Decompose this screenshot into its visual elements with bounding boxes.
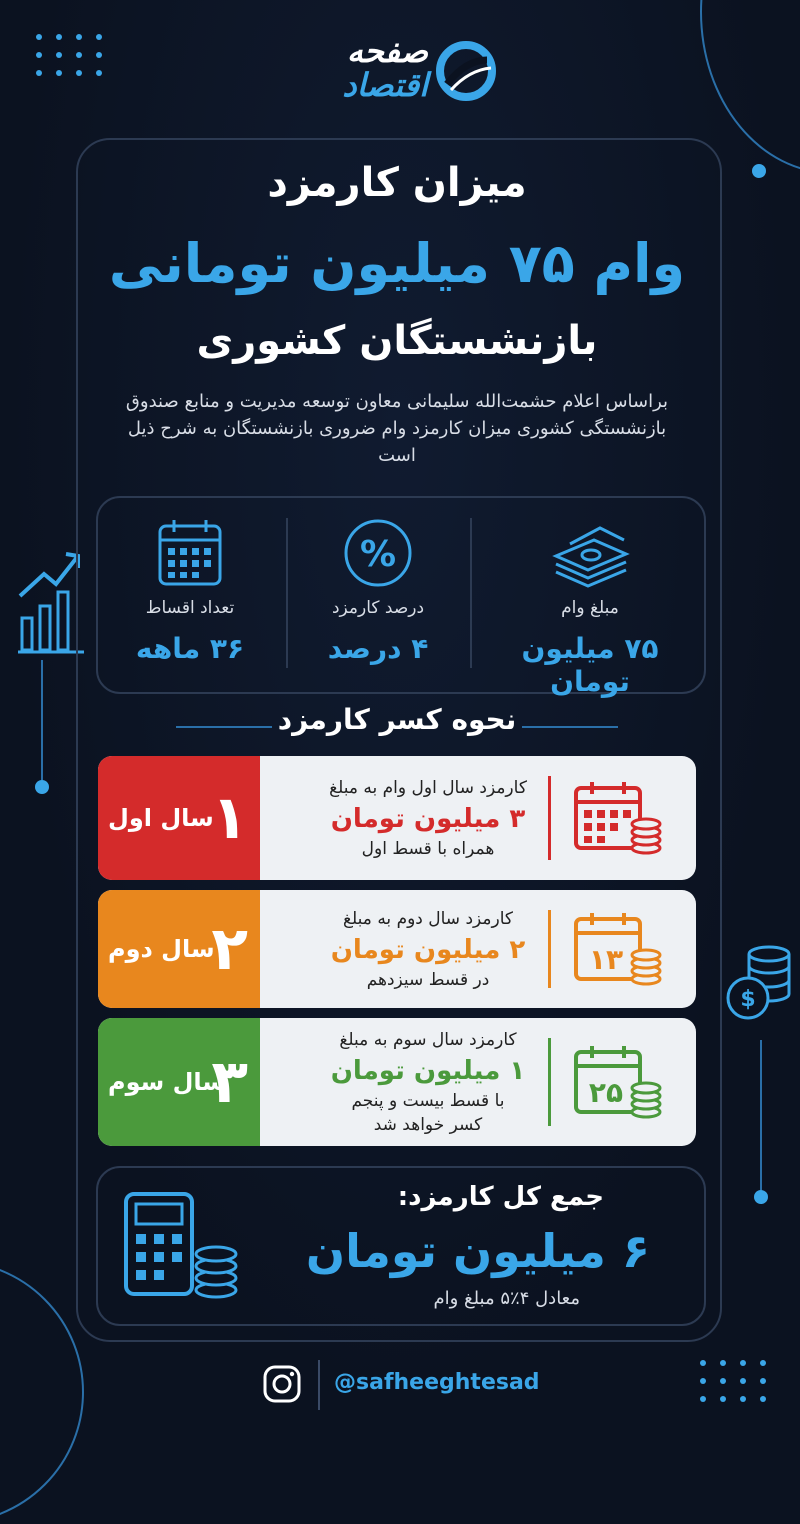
row-amount: ۱ میلیون تومان xyxy=(330,1056,526,1086)
logo-line2: اقتصاد xyxy=(342,66,428,104)
deduction-heading: نحوه کسر کارمزد xyxy=(277,703,517,736)
stat-loan-amount xyxy=(490,498,690,698)
side-dot xyxy=(35,780,49,794)
row-line4: کسر خواهد شد xyxy=(373,1115,483,1135)
intro-text: براساس اعلام حشمت‌الله سلیمانی معاون توسعه مدیریت و منابع صندوق بازنشستگی کشوری میزان کارمزد وام ضروری بازنشستگان به شرح ذیل است xyxy=(125,391,669,466)
row-text xyxy=(278,890,578,1008)
row-line1: کارمزد سال دوم به مبلغ xyxy=(343,909,513,929)
row-divider xyxy=(548,776,551,860)
stat-value: ۷۵ میلیون تومان xyxy=(521,632,659,698)
deduction-row-year2 xyxy=(98,890,696,1008)
svg-text:$: $ xyxy=(740,987,756,1012)
title-line2: وام ۷۵ میلیون تومانی xyxy=(108,232,686,295)
instagram-icon[interactable] xyxy=(262,1364,302,1404)
side-line xyxy=(41,660,43,780)
row-divider xyxy=(548,1038,551,1126)
calendar-coins-icon xyxy=(572,1042,664,1122)
calendar-icon xyxy=(150,516,230,590)
title-line3: بازنشستگان کشوری xyxy=(196,318,598,364)
stat-value: ۴ درصد xyxy=(327,632,429,665)
badge-label: سال اول xyxy=(108,804,214,832)
row-text xyxy=(278,1018,578,1146)
side-line xyxy=(760,1040,762,1190)
badge-label: سال سوم xyxy=(108,1068,227,1096)
badge-number: ۱ xyxy=(211,783,248,853)
footer-divider xyxy=(318,1360,320,1410)
year-badge xyxy=(98,1018,260,1146)
money-stack-icon xyxy=(550,516,630,590)
row-divider xyxy=(548,910,551,988)
badge-label: سال دوم xyxy=(108,935,215,963)
dot-grid-decoration xyxy=(700,1360,768,1402)
badge-number: ۳ xyxy=(211,1047,248,1117)
row-text xyxy=(278,756,578,880)
row-line3: با قسط بیست و پنجم xyxy=(351,1091,505,1111)
heading-line xyxy=(522,726,618,728)
logo-line1: صفحه xyxy=(346,32,428,70)
arc-dot xyxy=(752,164,766,178)
calculator-coins-icon xyxy=(122,1190,242,1302)
svg-text:%: % xyxy=(359,534,397,575)
calendar-coins-icon xyxy=(572,909,664,989)
stat-installments xyxy=(90,498,290,692)
instagram-handle[interactable]: @safheeghtesad xyxy=(334,1370,540,1395)
year-badge xyxy=(98,756,260,880)
deduction-row-year3 xyxy=(98,1018,696,1146)
year-badge xyxy=(98,890,260,1008)
total-label: جمع کل کارمزد: xyxy=(397,1182,604,1212)
coins-dollar-icon xyxy=(724,940,794,1030)
row-line3: در قسط سیزدهم xyxy=(366,970,490,990)
calendar-number: ۲۵ xyxy=(588,1076,624,1109)
stat-label: درصد کارمزد xyxy=(331,598,425,618)
row-amount: ۲ میلیون تومان xyxy=(330,935,526,965)
row-amount: ۳ میلیون تومان xyxy=(330,804,526,834)
percent-icon xyxy=(338,516,418,590)
stat-label: تعداد اقساط xyxy=(145,598,235,618)
deduction-row-year1 xyxy=(98,756,696,880)
total-box xyxy=(96,1166,706,1326)
row-line1: کارمزد سال سوم به مبلغ xyxy=(339,1030,517,1050)
stat-value: ۳۶ ماهه xyxy=(135,632,245,665)
calendar-number: ۱۳ xyxy=(588,943,624,976)
row-line3: همراه با قسط اول xyxy=(361,839,495,859)
total-sub: معادل ۴٪۵ مبلغ وام xyxy=(433,1288,580,1309)
total-value: ۶ میلیون تومان xyxy=(305,1224,650,1278)
stats-box xyxy=(96,496,706,698)
stat-label: مبلغ وام xyxy=(561,598,619,618)
badge-number: ۲ xyxy=(211,914,248,984)
calendar-coins-icon xyxy=(572,778,664,858)
title-line1: میزان کارمزد xyxy=(267,160,527,206)
side-dot xyxy=(754,1190,768,1204)
brand-logo xyxy=(0,30,800,110)
row-line1: کارمزد سال اول وام به مبلغ xyxy=(329,778,527,798)
logo-swirl-icon xyxy=(435,40,497,102)
stat-fee-percent xyxy=(278,498,478,692)
